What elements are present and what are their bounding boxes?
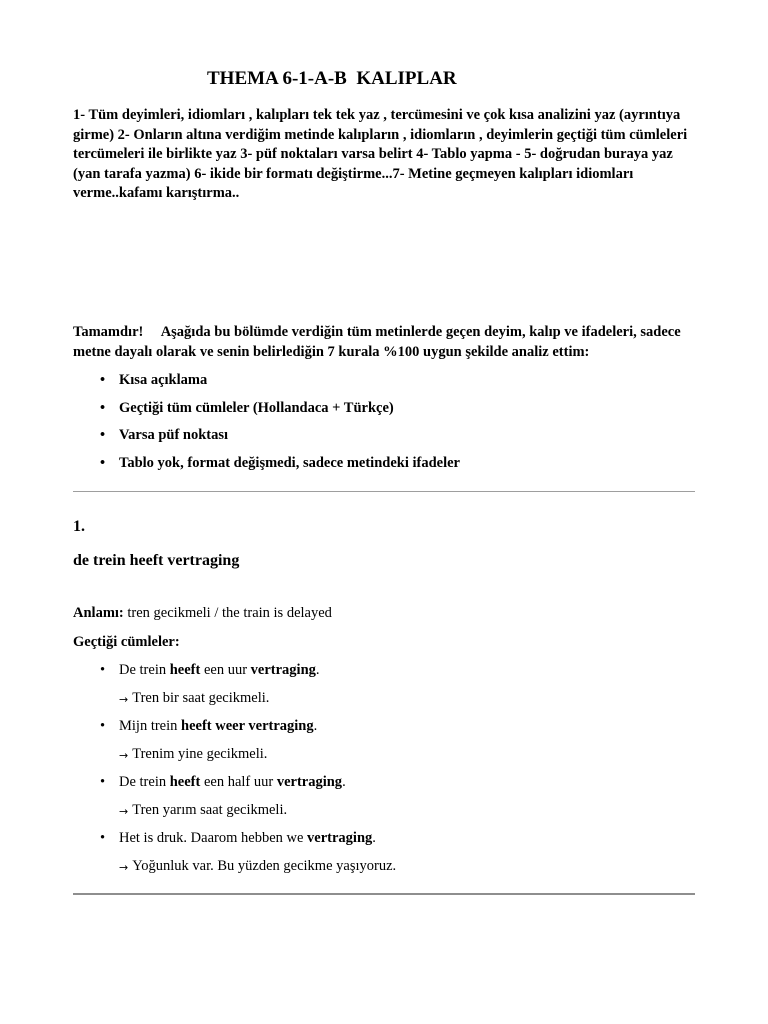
sentence-text: . [315,662,320,678]
meaning-line [73,605,332,622]
bullet-icon: • [100,455,106,472]
highlighted-phrase: heeft weer vertraging [181,718,314,734]
highlighted-phrase: vertraging [276,774,343,790]
sentence-text: . [372,830,376,846]
sentence-text: De trein [119,662,170,678]
entry-phrase: de trein heeft vertraging [73,552,240,569]
translation-text: Trenim yine gecikmeli. [132,746,268,762]
arrow-right-icon: → [119,693,129,706]
turkish-translation [73,744,695,772]
bullet-icon: • [100,662,106,678]
turkish-translation [73,856,695,884]
highlighted-phrase: heeft [169,662,201,678]
list-item [73,398,695,426]
document-title: THEMA 6-1-A-B KALIPLAR [207,68,457,89]
dutch-sentence [73,772,695,800]
summary-list [73,370,695,481]
highlighted-phrase: vertraging [307,830,373,846]
bullet-icon: • [100,372,106,388]
sentence-text: een half uur [200,774,277,790]
sentence-text: De trein [119,774,170,790]
example-sentences-list [73,660,695,884]
list-item [73,453,695,481]
entry-number: 1. [73,518,85,535]
sentence-text: een uur [200,662,251,678]
intro-text: Aşağıda bu bölümde verdiğin tüm metinlerde geçen deyim, kalıp ve ifadeleri, sadece metne dayalı olarak ve senin belirlediğin 7 kurala %100 uygun şekilde analiz ettim: [73,324,681,360]
highlighted-phrase: heeft [169,774,201,790]
translation-text: Tren yarım saat gecikmeli. [132,802,288,818]
bullet-icon: • [100,399,106,416]
sentence-text: Mijn trein [119,718,182,734]
translation-text: Tren bir saat gecikmeli. [132,690,270,706]
meaning-label: Anlamı: [73,605,124,621]
sentences-heading: Geçtiği cümleler: [73,634,180,650]
summary-item-text: Geçtiği tüm cümleler (Hollandaca + Türkçe) [119,399,394,416]
bullet-icon: • [100,774,106,790]
list-item [73,370,695,398]
horizontal-divider [73,893,695,895]
dutch-sentence [73,660,695,688]
horizontal-divider [73,491,695,492]
summary-item-text: Kısa açıklama [119,372,208,388]
turkish-translation [73,800,695,828]
meaning-text: tren gecikmeli / the train is delayed [123,605,332,621]
dutch-sentence [73,828,695,856]
turkish-translation [73,688,695,716]
dutch-sentence [73,716,695,744]
summary-item-text: Varsa püf noktası [119,427,229,444]
list-item [73,425,695,453]
arrow-right-icon: → [119,805,129,818]
arrow-right-icon: → [119,749,129,762]
sentence-text: Het is druk. Daarom hebben we [119,830,308,846]
arrow-right-icon: → [119,861,129,874]
intro-paragraph [73,322,695,362]
bullet-icon: • [100,830,106,846]
sentence-text: . [313,718,318,734]
bullet-icon: • [100,718,106,734]
sentence-text: . [342,774,346,790]
summary-item-text: Tablo yok, format değişmedi, sadece metindeki ifadeler [119,455,460,472]
intro-lead: Tamamdır! [73,324,161,340]
highlighted-phrase: vertraging [250,662,316,678]
translation-text: Yoğunluk var. Bu yüzden gecikme yaşıyoruz. [132,858,397,874]
bullet-icon: • [100,427,106,444]
instructions-paragraph: 1- Tüm deyimleri, idiomları , kalıpları tek tek yaz , tercümesini ve çok kısa analizini yaz (ayrıntıya girme) 2- Onların altına verdiğim metinde kalıpların , idiomların , deyimlerin geçtiği tüm cümleleri tercümeleri ile birlikte yaz 3- püf noktaları varsa belirt 4- Tablo yapma - 5- doğrudan buraya yaz (yan tarafa yazma) 6- ikide bir formatı değiştirme...7- Metine geçmeyen kalıpları idiomları verme..kafamı karıştırma.. [73,107,688,201]
